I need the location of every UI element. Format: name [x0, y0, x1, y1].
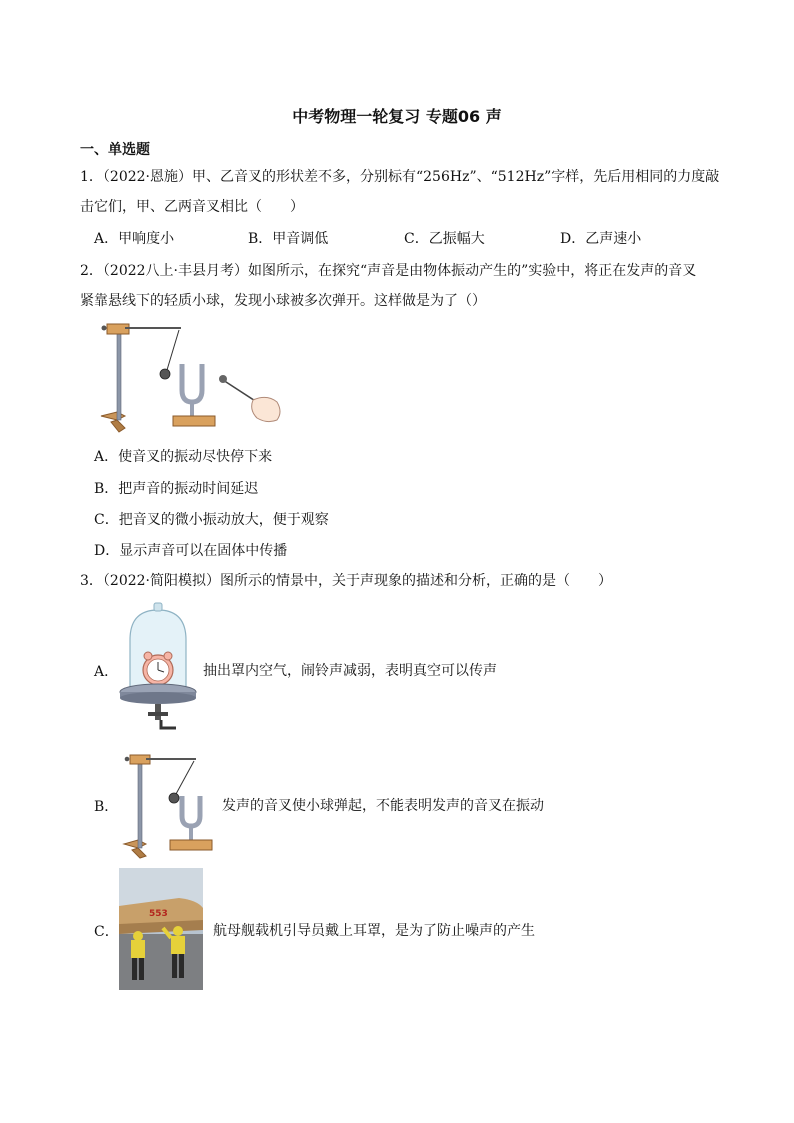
question-1-option-c: C．乙振幅大	[404, 231, 485, 247]
question-2-option-a: A．使音叉的振动尽快停下来	[94, 449, 273, 465]
jet-number: 553	[149, 909, 168, 919]
question-1-line-1: 1．（2022·恩施）甲、乙音叉的形状差不多，分别标有“256Hz”、“512Hz”字样，先后用相同的力度敲	[80, 169, 720, 185]
question-3-option-c-letter: C．	[94, 924, 119, 940]
question-3-line-1: 3．（2022·简阳模拟）图所示的情景中，关于声现象的描述和分析，正确的是（ ）	[80, 573, 612, 589]
question-1-option-d: D．乙声速小	[560, 231, 642, 247]
question-1-option-b: B．甲音调低	[248, 231, 329, 247]
question-2-option-d: D．显示声音可以在固体中传播	[94, 543, 288, 559]
question-3-option-b-text: 发声的音叉使小球弹起，不能表明发声的音叉在振动	[222, 798, 544, 814]
question-2-option-b: B．把声音的振动时间延迟	[94, 481, 259, 497]
section-heading: 一、单选题	[80, 142, 150, 158]
question-3-option-a-letter: A．	[94, 664, 119, 680]
question-1-option-a: A．甲响度小	[94, 231, 175, 247]
question-3-option-b-letter: B．	[94, 799, 119, 815]
question-3-option-c-text: 航母舰载机引导员戴上耳罩，是为了防止噪声的产生	[213, 923, 535, 939]
question-3-option-a-text: 抽出罩内空气，闹铃声减弱，表明真空可以传声	[203, 663, 497, 679]
bell-jar-alarm-clock-figure	[118, 600, 198, 734]
question-2-line-2: 紧靠悬线下的轻质小球，发现小球被多次弹开。这样做是为了（）	[80, 293, 486, 309]
question-2-line-1: 2．（2022八上·丰县月考）如图所示，在探究“声音是由物体振动产生的”实验中，将正在发声的音叉	[80, 263, 697, 279]
tuning-fork-experiment-figure	[95, 316, 285, 440]
carrier-deck-photo	[119, 868, 203, 990]
question-2-option-c: C．把音叉的微小振动放大，便于观察	[94, 512, 329, 528]
question-1-line-2: 击它们，甲、乙两音叉相比（ ）	[80, 199, 304, 215]
page-title: 中考物理一轮复习 专题06 声	[292, 107, 502, 126]
tuning-fork-ball-figure	[118, 750, 214, 860]
